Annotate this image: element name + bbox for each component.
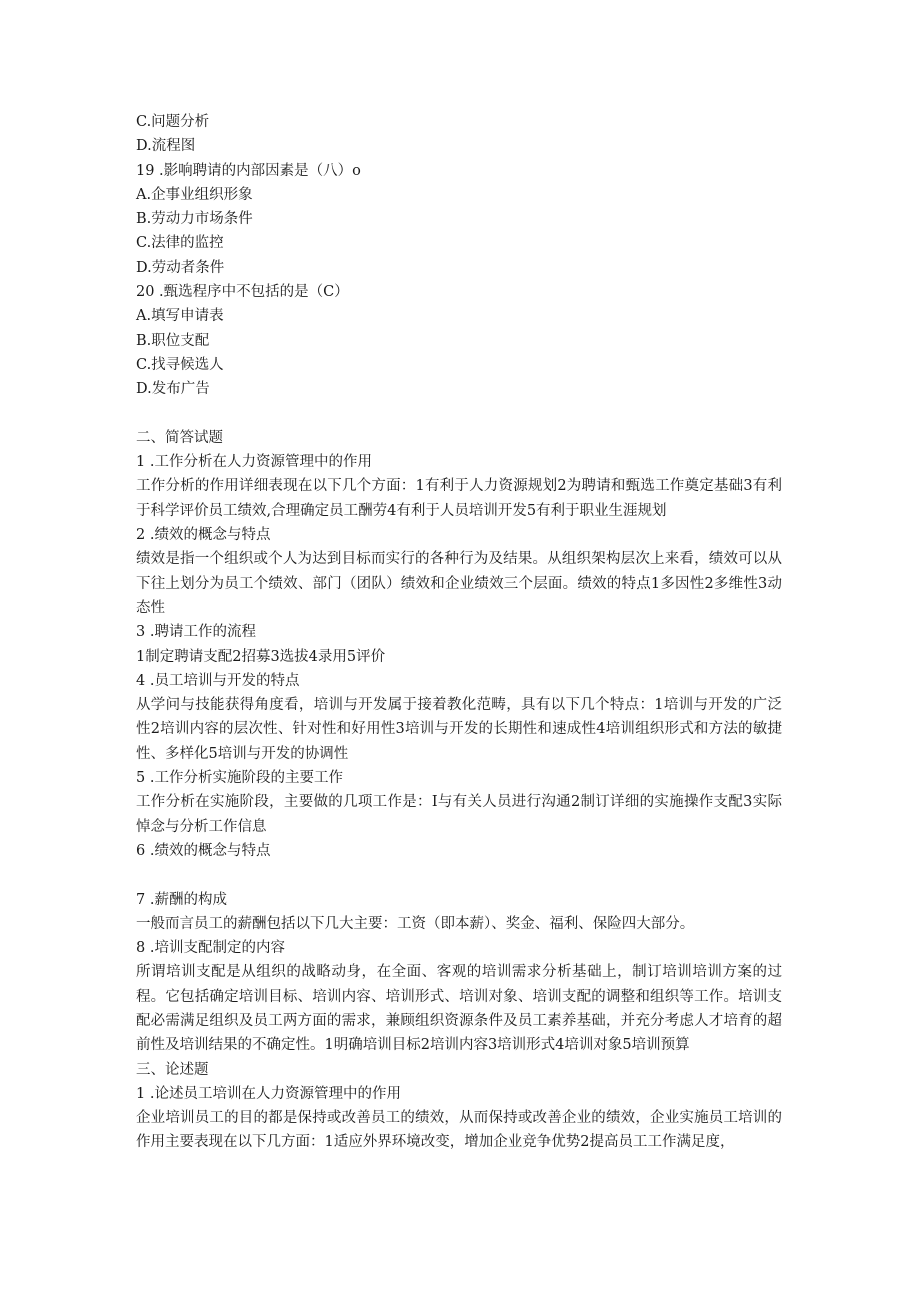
section-3-heading: 三、论述题 bbox=[136, 1061, 209, 1078]
q20-option-a: A.填写申请表 bbox=[136, 308, 224, 325]
s2-q4-title: 4 .员工培训与开发的特点 bbox=[136, 672, 300, 689]
s3-q1-title: 1 .论述员工培训在人力资源管理中的作用 bbox=[136, 1085, 401, 1102]
s2-q7-answer: 一般而言员工的薪酬包括以下几大主要：工资（即本薪）、奖金、福利、保险四大部分。 bbox=[136, 915, 695, 932]
s2-q3-answer: 1制定聘请支配2招募3选拔4录用5评价 bbox=[136, 648, 386, 665]
spacer bbox=[136, 402, 782, 426]
q19-option-b: B.劳动力市场条件 bbox=[136, 211, 253, 228]
q19-option-a: A.企事业组织形象 bbox=[136, 186, 253, 203]
question-20: 20 .甄选程序中不包括的是（C） bbox=[136, 284, 349, 301]
s3-q1-answer: 企业培训员工的目的都是保持或改善员工的绩效，从而保持或改善企业的绩效，企业实施员工培训的作用主要表现在以下几方面：1适应外界环境改变，增加企业竞争优势2提高员工工作满足度， bbox=[136, 1110, 782, 1151]
section-2-heading: 二、简答试题 bbox=[136, 429, 223, 446]
option-d-flowchart: D.流程图 bbox=[136, 138, 196, 155]
option-c-problem-analysis: C.问题分析 bbox=[136, 114, 210, 130]
s2-q4-answer: 从学问与技能获得角度看，培训与开发属于接着教化范畴，具有以下几个特点：1培训与开发的广泛性2培训内容的层次性、针对性和好用性3培训与开发的长期性和速成性4培训组织形式和方法的敏捷性、多样化5培训与开发的协调性 bbox=[136, 697, 782, 762]
s2-q5-answer: 工作分析在实施阶段，主要做的几项工作是：I与有关人员进行沟通2制订详细的实施操作支配3实际悼念与分析工作信息 bbox=[136, 794, 782, 835]
s2-q7-title: 7 .薪酬的构成 bbox=[136, 891, 227, 908]
q20-option-c: C.找寻候选人 bbox=[136, 356, 224, 373]
q20-option-b: B.职位支配 bbox=[136, 332, 210, 349]
s2-q8-title: 8 .培训支配制定的内容 bbox=[136, 940, 285, 957]
s2-q8-answer: 所谓培训支配是从组织的战略动身，在全面、客观的培训需求分析基础上，制订培训培训方案的过程。它包括确定培训目标、培训内容、培训形式、培训对象、培训支配的调整和组织等工作。培训支配必需满足组织及员工两方面的需求，兼顾组织资源条件及员工素养基础，并充分考虑人才培育的超前性及培训结果的不确定性。1明确培训目标2培训内容3培训形式4培训对象5培训预算 bbox=[136, 964, 782, 1054]
s2-q1-title: 1 .工作分析在人力资源管理中的作用 bbox=[136, 454, 372, 471]
s2-q5-title: 5 .工作分析实施阶段的主要工作 bbox=[136, 770, 343, 787]
document-page bbox=[136, 110, 782, 1155]
s2-q1-answer: 工作分析的作用详细表现在以下几个方面：1有利于人力资源规划2为聘请和甄选工作奠定基础3有利于科学评价员工绩效,合理确定员工酬劳4有利于人员培训开发5有利于职业生涯规划 bbox=[136, 478, 782, 519]
s2-q2-answer: 绩效是指一个组织或个人为达到目标而实行的各种行为及结果。从组织架构层次上来看，绩效可以从下往上划分为员工个绩效、部门（团队）绩效和企业绩效三个层面。绩效的特点1多因性2多维性3动态性 bbox=[136, 551, 782, 616]
s2-q6-title: 6 .绩效的概念与特点 bbox=[136, 842, 271, 859]
q20-option-d: D.发布广告 bbox=[136, 381, 210, 398]
spacer bbox=[136, 863, 782, 887]
question-19: 19 .影响聘请的内部因素是（八）o bbox=[136, 162, 361, 179]
s2-q2-title: 2 .绩效的概念与特点 bbox=[136, 527, 271, 544]
q19-option-d: D.劳动者条件 bbox=[136, 259, 225, 276]
s2-q3-title: 3 .聘请工作的流程 bbox=[136, 624, 256, 641]
q19-option-c: C.法律的监控 bbox=[136, 235, 224, 252]
